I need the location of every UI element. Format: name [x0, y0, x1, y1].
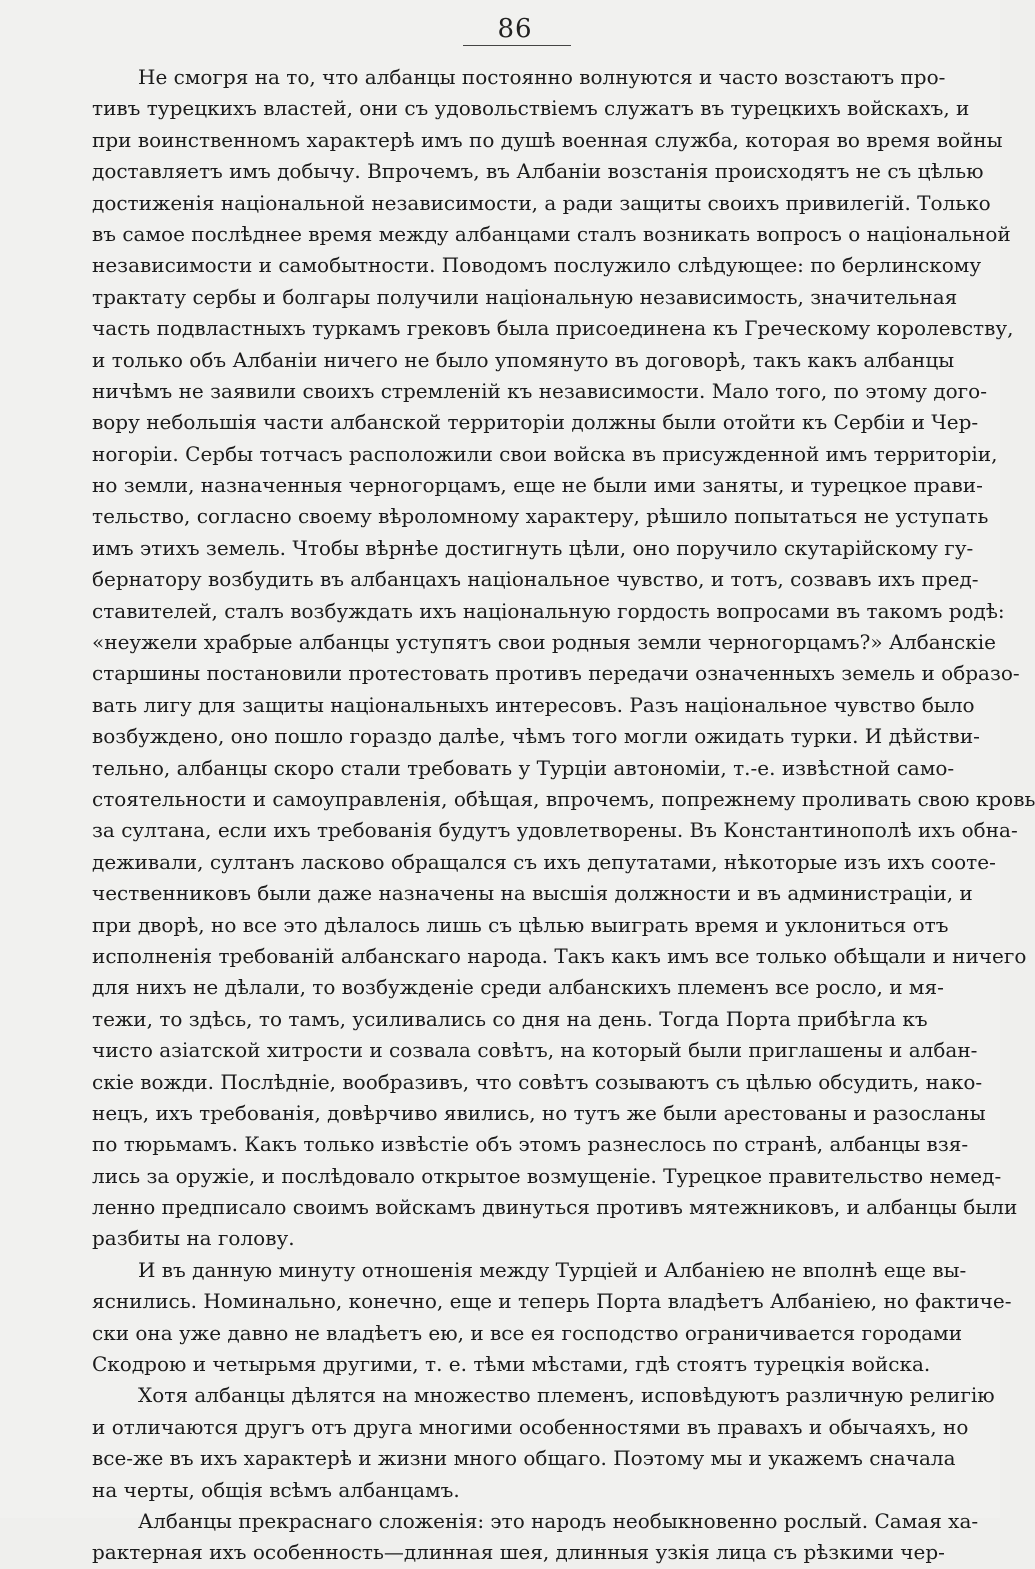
text-line: разбиты на голову. [92, 1226, 295, 1251]
text-line: Хотя албанцы дѣлятся на множество племенъ, исповѣдуютъ различную религію [138, 1383, 995, 1408]
text-line: въ самое послѣднее время между албанцами сталъ возникать вопросъ о національной [92, 221, 1011, 246]
text-line: И въ данную минуту отношенія между Турціей и Албаніею не вполнѣ еще вы- [138, 1257, 967, 1282]
text-line: чисто азіатской хитрости и созвала совѣтъ, на который были приглашены и албан- [92, 1038, 978, 1063]
text-line: ничѣмъ не заявили своихъ стремленій къ независимости. Мало того, по этому дого- [92, 378, 987, 403]
text-line: доставляетъ имъ добычу. Впрочемъ, въ Албаніи возстанія происходятъ не съ цѣлью [92, 159, 984, 184]
text-line: независимости и самобытности. Поводомъ послужило слѣдующее: по берлинскому [92, 253, 982, 278]
text-line: ски она уже давно не владѣетъ ею, и все ея господство ограничивается городами [92, 1320, 963, 1345]
body-text [92, 62, 1035, 1569]
text-line: для нихъ не дѣлали, то возбужденіе среди албанскихъ племенъ все росло, и мя- [92, 975, 944, 1000]
text-line: исполненія требованій албанскаго народа. Такъ какъ имъ все только обѣщали и ничего [92, 943, 1027, 968]
text-line: на черты, общія всѣмъ албанцамъ. [92, 1477, 460, 1502]
text-line: но земли, назначенныя черногорцамъ, еще не были ими заняты, и турецкое прави- [92, 473, 983, 498]
text-line: Скодрою и четырьмя другими, т. е. тѣми мѣстами, гдѣ стоятъ турецкія войска. [92, 1352, 931, 1377]
text-line: вору небольшія части албанской территоріи должны были отойти къ Сербіи и Чер- [92, 410, 979, 435]
text-line: тивъ турецкихъ властей, они съ удовольствіемъ служатъ въ турецкихъ войскахъ, и [92, 96, 970, 121]
text-line: тельство, согласно своему вѣроломному характеру, рѣшило попытаться не уступать [92, 504, 989, 529]
text-line: достиженія національной независимости, а ради защиты своихъ привилегій. Только [92, 190, 991, 215]
text-line: лись за оружіе, и послѣдовало открытое возмущеніе. Турецкое правительство немед- [92, 1163, 1002, 1188]
text-line: «неужели храбрые албанцы уступятъ свои родныя земли черногорцамъ?» Албанскіе [92, 630, 996, 655]
text-line: ногоріи. Сербы тотчасъ расположили свои войска въ присужденной имъ территоріи, [92, 441, 998, 466]
text-line: трактату сербы и болгары получили національную независимость, значительная [92, 284, 958, 309]
text-line: яснились. Номинально, конечно, еще и теперь Порта владѣетъ Албаніею, но фактиче- [92, 1289, 1012, 1314]
text-line: тежи, то здѣсь, то тамъ, усиливались со дня на день. Тогда Порта прибѣгла къ [92, 1006, 928, 1031]
text-line: нецъ, ихъ требованія, довѣрчиво явились, но тутъ же были арестованы и разосланы [92, 1100, 986, 1125]
text-line: ставителей, сталъ возбуждать ихъ національную гордость вопросами въ такомъ родѣ: [92, 598, 1005, 623]
text-line: вать лигу для защиты національныхъ интересовъ. Разъ національное чувство было [92, 692, 975, 717]
text-line: деживали, султанъ ласково обращался съ ихъ депутатами, нѣкоторые изъ ихъ соотe- [92, 849, 996, 874]
text-line: стоятельности и самоуправленія, обѣщая, впрочемъ, попрежнему проливать свою кровь [92, 786, 1035, 811]
text-line: часть подвластныхъ туркамъ грековъ была присоединена къ Греческому королевству, [92, 316, 1014, 341]
text-line: за султана, если ихъ требованія будутъ удовлетворены. Въ Константинополѣ ихъ обна- [92, 818, 1018, 843]
text-line: старшины постановили протестовать противъ передачи означенныхъ земель и образо- [92, 661, 1020, 686]
page-number: 86 [497, 14, 533, 44]
text-line: все-же въ ихъ характерѣ и жизни много общаго. Поэтому мы и укажемъ сначала [92, 1446, 956, 1471]
text-line: рактерная ихъ особенность—длинная шея, длинныя узкія лица съ рѣзкими чер- [92, 1540, 945, 1565]
text-line: чественниковъ были даже назначены на высшія должности и въ администраціи, и [92, 881, 973, 906]
text-line: бернатору возбудить въ албанцахъ національное чувство, и тотъ, созвавъ ихъ пред- [92, 567, 979, 592]
text-line: тельно, албанцы скоро стали требовать у Турціи автономіи, т.-е. извѣстной само- [92, 755, 955, 780]
text-line: и только объ Албаніи ничего не было упомянуто въ договорѣ, такъ какъ албанцы [92, 347, 955, 372]
text-line: Не смогря на то, что албанцы постоянно волнуются и часто возстаютъ про- [138, 65, 946, 89]
text-line: скіе вожди. Послѣдніе, вообразивъ, что совѣтъ созываютъ съ цѣлью обсудить, нако- [92, 1069, 983, 1094]
text-line: при дворѣ, но все это дѣлалось лишь съ цѣлью выиграть время и уклониться отъ [92, 912, 949, 937]
text-line: по тюрьмамъ. Какъ только извѣстіе объ этомъ разнеслось по странѣ, албанцы взя- [92, 1132, 969, 1157]
text-line: и отличаются другъ отъ друга многими особенностями въ правахъ и обычаяхъ, но [92, 1414, 969, 1439]
text-line: имъ этихъ земель. Чтобы вѣрнѣе достигнуть цѣли, оно поручило скутарійскому гу- [92, 535, 974, 560]
text-line: Албанцы прекраснаго сложенія: это народъ необыкновенно рослый. Самая ха- [138, 1508, 979, 1533]
text-line: ленно предписало своимъ войскамъ двинуться противъ мятежниковъ, и албанцы были [92, 1195, 1018, 1220]
text-line: при воинственномъ характерѣ имъ по душѣ военная служба, которая во время войны [92, 127, 1003, 152]
text-line: возбуждено, оно пошло гораздо далѣе, чѣмъ того могли ожидать турки. И дѣйстви- [92, 724, 980, 749]
page-number-rule [463, 45, 571, 46]
